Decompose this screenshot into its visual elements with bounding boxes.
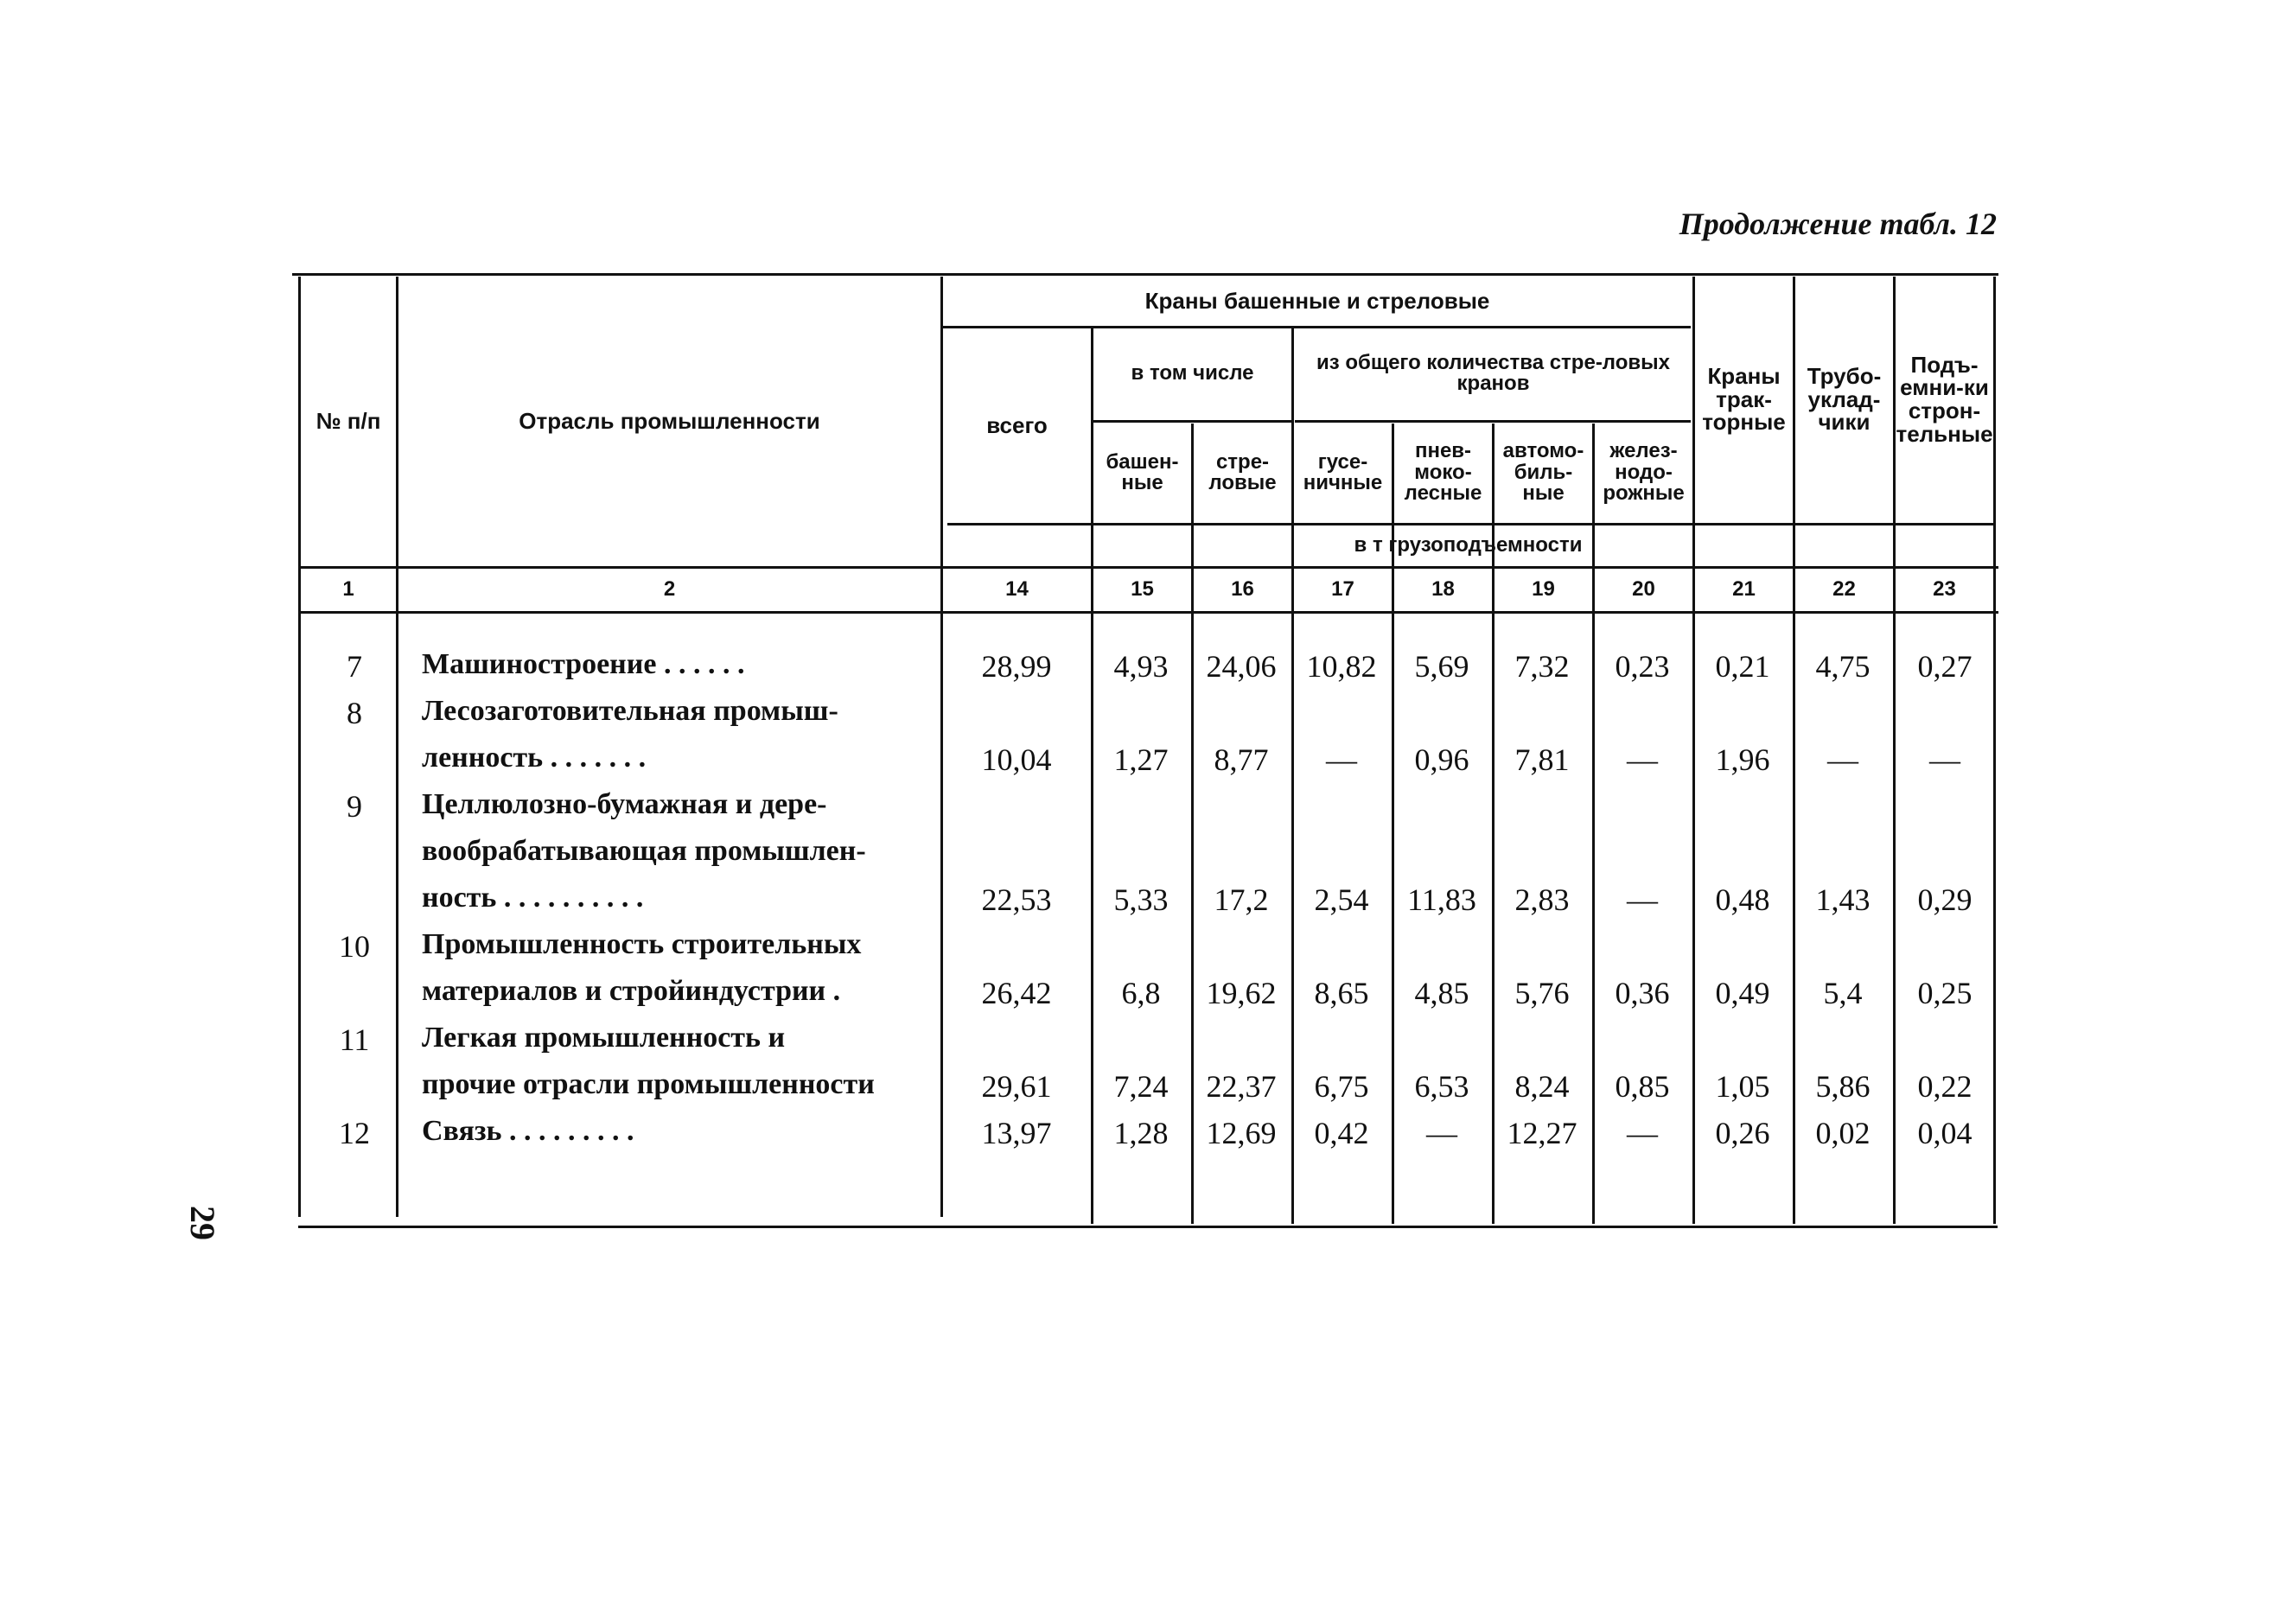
colnum-18: 18	[1431, 576, 1455, 601]
row-value: 5,76	[1514, 976, 1570, 1010]
branch-name-line: Целлюлозно-бумажная и дере-	[422, 788, 827, 820]
row-value: 4,85	[1414, 976, 1469, 1010]
page-number: 29	[183, 1206, 222, 1240]
row-value: 4,93	[1113, 649, 1169, 684]
row-value: 5,4	[1823, 976, 1863, 1010]
row-value: 26,42	[981, 976, 1052, 1010]
column-number-rule	[301, 611, 1998, 614]
row-number: 7	[347, 649, 362, 684]
table-bottom-rule	[298, 1226, 1998, 1228]
branch-name-line: прочие отрасли промышленности	[422, 1068, 875, 1100]
row-value: 0,36	[1615, 976, 1670, 1010]
row-value: 5,86	[1815, 1069, 1871, 1104]
row-value: 29,61	[981, 1069, 1052, 1104]
including-rule	[1091, 420, 1291, 423]
header-tractor: Краны трак-торные	[1702, 363, 1786, 436]
row-value: 0,49	[1715, 976, 1770, 1010]
branch-name-line: вообрабатывающая промышлен-	[422, 835, 866, 867]
row-value: 0,26	[1715, 1116, 1770, 1150]
colnum-22: 22	[1832, 576, 1856, 601]
row-value: 2,54	[1314, 882, 1369, 917]
row-value: 0,22	[1917, 1069, 1973, 1104]
row-value: 11,83	[1407, 882, 1476, 917]
row-value: 0,02	[1815, 1116, 1871, 1150]
header-branch: Отрасль промышленности	[519, 408, 820, 435]
header-crawler: гусе-ничные	[1303, 449, 1383, 494]
header-hoists: Подъ-емни-ки строн-тельные	[1896, 351, 1993, 447]
of-total-rule	[1295, 420, 1691, 423]
row-value: 22,53	[981, 882, 1052, 917]
header-unit: в т грузоподъемности	[1354, 532, 1583, 557]
row-value: —	[1929, 742, 1960, 777]
colnum-2: 2	[663, 576, 676, 601]
row-number: 10	[339, 929, 370, 964]
row-value: 8,77	[1214, 742, 1269, 777]
header-auto: автомо-биль-ные	[1502, 439, 1584, 506]
row-value: 0,85	[1615, 1069, 1670, 1104]
header-tower: башен-ные	[1106, 449, 1179, 494]
row-value: 10,82	[1306, 649, 1377, 684]
row-value: 13,97	[981, 1116, 1052, 1150]
row-value: 8,65	[1314, 976, 1369, 1010]
row-value: 1,28	[1113, 1116, 1169, 1150]
header-pneumatic: пнев-моко-лесные	[1404, 439, 1482, 506]
row-value: 7,32	[1514, 649, 1570, 684]
row-value: —	[1326, 742, 1357, 777]
branch-name-line: Лесозаготовительная промыш-	[422, 695, 838, 727]
branch-name-line: материалов и стройиндустрии .	[422, 975, 841, 1007]
row-value: 6,75	[1314, 1069, 1369, 1104]
row-value: 0,25	[1917, 976, 1973, 1010]
row-value: 0,27	[1917, 649, 1973, 684]
colnum-16: 16	[1231, 576, 1254, 601]
row-value: 5,33	[1113, 882, 1169, 917]
row-value: 12,69	[1206, 1116, 1277, 1150]
row-value: 0,21	[1715, 649, 1770, 684]
row-value: 22,37	[1206, 1069, 1277, 1104]
row-value: 24,06	[1206, 649, 1277, 684]
table-top-rule	[292, 273, 1998, 276]
row-value: 2,83	[1514, 882, 1570, 917]
row-value: 17,2	[1214, 882, 1269, 917]
row-value: 1,43	[1815, 882, 1871, 917]
header-railway: желез-нодо-рожные	[1603, 439, 1685, 506]
row-value: —	[1827, 742, 1858, 777]
branch-name-line: Промышленность строительных	[422, 928, 862, 960]
row-number: 11	[339, 1022, 370, 1057]
row-value: —	[1627, 882, 1658, 917]
row-value: —	[1627, 742, 1658, 777]
row-value: 4,75	[1815, 649, 1871, 684]
row-value: 0,23	[1615, 649, 1670, 684]
row-value: 12,27	[1507, 1116, 1577, 1150]
row-value: —	[1426, 1116, 1457, 1150]
row-value: 28,99	[981, 649, 1052, 684]
colnum-19: 19	[1532, 576, 1555, 601]
row-number: 12	[339, 1116, 370, 1150]
row-value: 0,29	[1917, 882, 1973, 917]
row-value: 1,96	[1715, 742, 1770, 777]
row-value: 6,8	[1121, 976, 1161, 1010]
row-value: 7,24	[1113, 1069, 1169, 1104]
colnum-20: 20	[1632, 576, 1655, 601]
table-caption: Продолжение табл. 12	[1679, 207, 1997, 241]
row-value: 0,96	[1414, 742, 1469, 777]
row-value: 1,05	[1715, 1069, 1770, 1104]
colnum-23: 23	[1933, 576, 1956, 601]
colnum-15: 15	[1131, 576, 1154, 601]
header-no: № п/п	[315, 408, 381, 435]
row-value: 5,69	[1414, 649, 1469, 684]
colnum-1: 1	[342, 576, 354, 601]
header-of-total: из общего количества стре-ловых кранов	[1316, 350, 1670, 395]
row-value: 10,04	[981, 742, 1052, 777]
header-including: в том числе	[1131, 360, 1254, 385]
row-value: 19,62	[1206, 976, 1277, 1010]
row-value: —	[1627, 1116, 1658, 1150]
row-value: 1,27	[1113, 742, 1169, 777]
row-value: 8,24	[1514, 1069, 1570, 1104]
header-boom: стре-ловые	[1208, 449, 1277, 494]
branch-name-line: ность . . . . . . . . . .	[422, 882, 644, 914]
row-value: 6,53	[1414, 1069, 1469, 1104]
colnum-17: 17	[1331, 576, 1354, 601]
row-value: 0,42	[1314, 1116, 1369, 1150]
vline-right	[1993, 277, 1996, 1224]
row-value: 7,81	[1514, 742, 1570, 777]
column-numbers-row	[0, 569, 2288, 610]
row-number: 9	[347, 789, 362, 824]
branch-name-line: ленность . . . . . . .	[422, 742, 647, 774]
row-number: 8	[347, 696, 362, 730]
row-value: 0,04	[1917, 1116, 1973, 1150]
colnum-14: 14	[1005, 576, 1029, 601]
header-cranes-group: Краны башенные и стреловые	[1144, 287, 1490, 314]
row-value: 0,48	[1715, 882, 1770, 917]
branch-name-line: Связь . . . . . . . . .	[422, 1115, 634, 1147]
header-total: всего	[986, 411, 1048, 438]
colnum-21: 21	[1732, 576, 1756, 601]
branch-name-line: Машиностроение . . . . . .	[422, 648, 745, 680]
branch-name-line: Легкая промышленность и	[422, 1022, 786, 1054]
header-pipelayers: Трубо-уклад-чики	[1807, 363, 1882, 436]
